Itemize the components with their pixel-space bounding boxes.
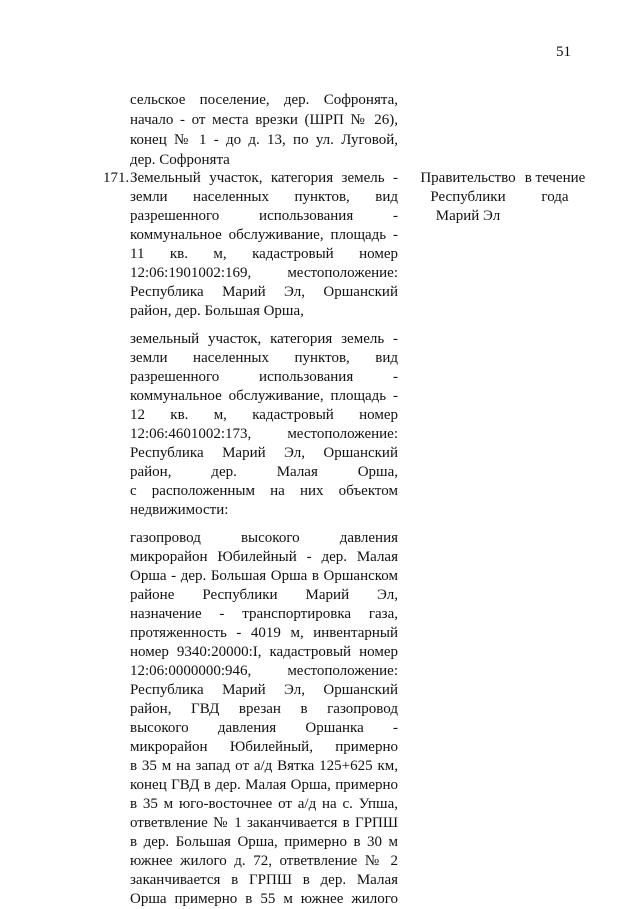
text-line: сельское поселение, дер. Софронята, bbox=[130, 92, 398, 108]
text-line: номер 9340:20000:I, кадастровый номер bbox=[130, 644, 398, 660]
term-line: в течение bbox=[524, 170, 586, 186]
text-line: район, дер. Малая Орша, bbox=[130, 464, 398, 480]
text-line: дер. Софронята bbox=[130, 152, 230, 168]
text-line: районе Республики Марий Эл, bbox=[130, 587, 398, 603]
text-line: конец № 1 - до д. 13, по ул. Луговой, bbox=[130, 132, 398, 148]
text-line: Земельный участок, категория земель - bbox=[130, 170, 398, 186]
text-line: в дер. Большая Орша, примерно в 30 м bbox=[130, 834, 398, 850]
text-line: 12:06:0000000:946, местоположение: bbox=[130, 663, 398, 679]
text-line: район, дер. Большая Орша, bbox=[130, 303, 304, 319]
text-line: протяженность - 4019 м, инвентарный bbox=[130, 625, 398, 641]
text-line: Орша примерно в 55 м южнее жилого bbox=[130, 891, 398, 907]
text-line: высокого давления Оршанка - bbox=[130, 720, 398, 736]
authority-line: Правительство bbox=[420, 170, 516, 186]
text-line: Республика Марий Эл, Оршанский bbox=[130, 284, 398, 300]
text-line: земли населенных пунктов, вид bbox=[130, 350, 398, 366]
text-line: разрешенного использования - bbox=[130, 208, 398, 224]
text-line: начало - от места врезки (ШРП № 26), bbox=[130, 112, 398, 128]
text-line: микрорайон Юбилейный - дер. Малая bbox=[130, 549, 398, 565]
text-line: южнее жилого д. 72, ответвление № 2 bbox=[130, 853, 398, 869]
text-line: недвижимости: bbox=[130, 502, 229, 518]
row-number: 171. bbox=[103, 170, 130, 186]
text-line: коммунальное обслуживание, площадь - bbox=[130, 227, 398, 243]
text-line: назначение - транспортировка газа, bbox=[130, 606, 398, 622]
text-line: 12:06:1901002:169, местоположение: bbox=[130, 265, 398, 281]
text-line: разрешенного использования - bbox=[130, 369, 398, 385]
text-line: в 35 м на запад от а/д Вятка 125+625 км, bbox=[130, 758, 398, 774]
text-line: земельный участок, категория земель - bbox=[130, 331, 398, 347]
text-line: земли населенных пунктов, вид bbox=[130, 189, 398, 205]
text-line: с расположенным на них объектом bbox=[130, 483, 398, 499]
text-line: 12 кв. м, кадастровый номер bbox=[130, 407, 398, 423]
text-line: коммунальное обслуживание, площадь - bbox=[130, 388, 398, 404]
text-line: Орша - дер. Большая Орша в Оршанском bbox=[130, 568, 398, 584]
text-line: ответвление № 1 заканчивается в ГРПШ bbox=[130, 815, 398, 831]
text-line: конец ГВД в дер. Малая Орша, примерно bbox=[130, 777, 398, 793]
text-line: газопровод высокого давления bbox=[130, 530, 398, 546]
text-line: 12:06:4601002:173, местоположение: bbox=[130, 426, 398, 442]
term-line: года bbox=[541, 189, 569, 205]
text-line: в 35 м юго-восточнее от а/д на с. Упша, bbox=[130, 796, 398, 812]
authority-line: Марий Эл bbox=[435, 208, 501, 224]
authority-line: Республики bbox=[430, 189, 506, 205]
text-line: район, ГВД врезан в газопровод bbox=[130, 701, 398, 717]
text-line: Республика Марий Эл, Оршанский bbox=[130, 682, 398, 698]
text-line: 11 кв. м, кадастровый номер bbox=[130, 246, 398, 262]
text-line: микрорайон Юбилейный, примерно bbox=[130, 739, 398, 755]
page-number: 51 bbox=[556, 44, 571, 60]
text-line: заканчивается в ГРПШ в дер. Малая bbox=[130, 872, 398, 888]
text-line: Республика Марий Эл, Оршанский bbox=[130, 445, 398, 461]
